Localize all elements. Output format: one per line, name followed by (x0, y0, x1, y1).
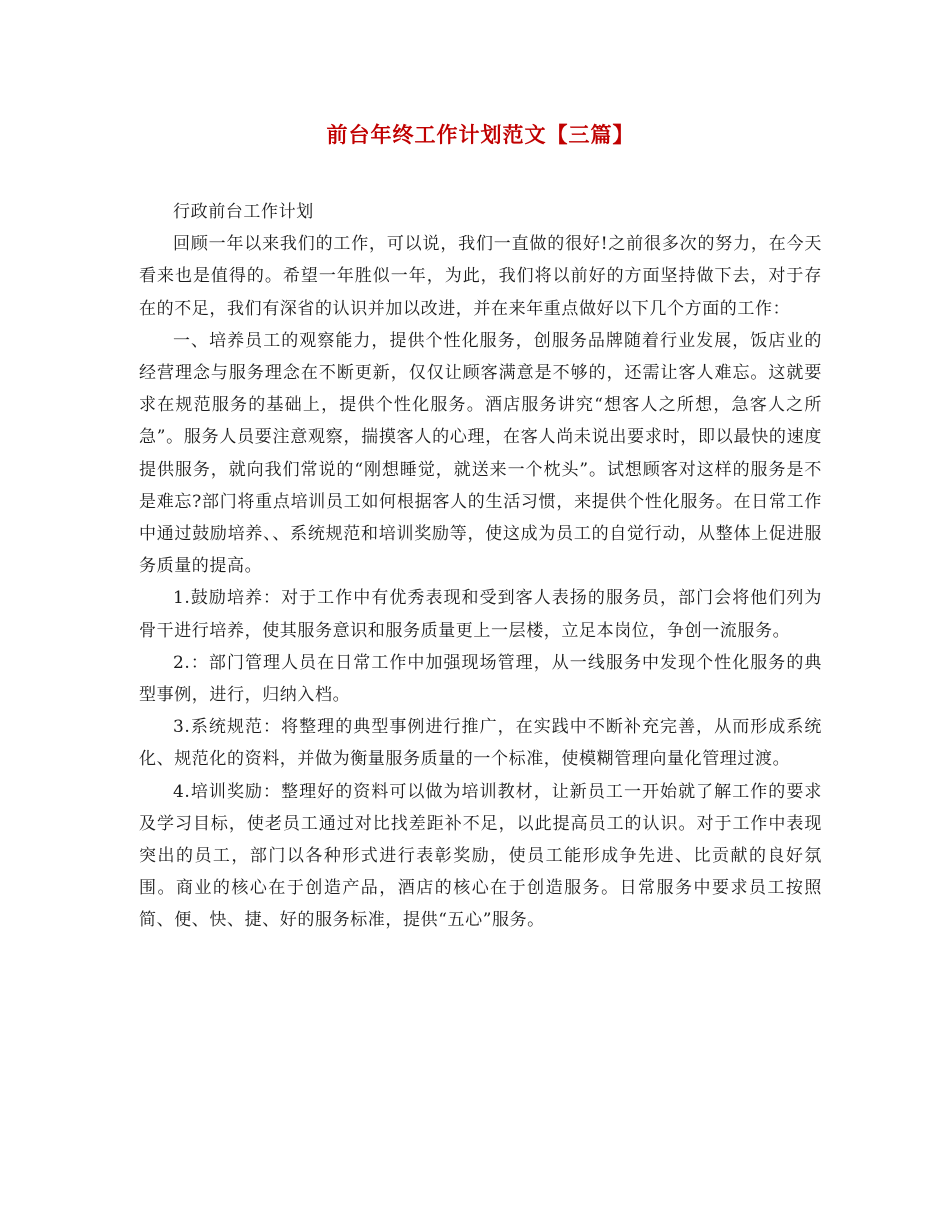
paragraph-item-2: 2.：部门管理人员在日常工作中加强现场管理，从一线服务中发现个性化服务的典型事例，进行，归纳入档。 (139, 652, 822, 706)
paragraph-item-1: 1.鼓励培养：对于工作中有优秀表现和受到客人表扬的服务员，部门会将他们列为骨干进行培养，使其服务意识和服务质量更上一层楼，立足本岗位，争创一流服务。 (139, 588, 822, 641)
paragraph-intro: 回顾一年以来我们的工作，可以说，我们一直做的很好!之前很多次的努力，在今天看来也是值得的。希望一年胜似一年，为此，我们将以前好的方面坚持做下去，对于存在的不足，我们有深省的认识并加以改进，并在来年重点做好以下几个方面的工作： (139, 234, 822, 319)
document-body (139, 196, 822, 937)
paragraph-item-4: 4.培训奖励：整理好的资料可以做为培训教材，让新员工一开始就了解工作的要求及学习目标，使老员工通过对比找差距补不足，以此提高员工的认识。对于工作中表现突出的员工，部门以各种形式进行表彰奖励，使员工能形成争先进、比贡献的良好氛围。商业的核心在于创造产品，酒店的核心在于创造服务。日常服务中要求员工按照简、便、快、捷、好的服务标准，提供“五心”服务。 (139, 781, 822, 931)
section-heading: 行政前台工作计划 (173, 202, 314, 222)
paragraph-section-one: 一、培养员工的观察能力，提供个性化服务，创服务品牌随着行业发展，饭店业的经营理念与服务理念在不断更新，仅仅让顾客满意是不够的，还需让客人难忘。这就要求在规范服务的基础上，提供个性化服务。酒店服务讲究“想客人之所想，急客人之所急”。服务人员要注意观察，揣摸客人的心理，在客人尚未说出要求时，即以最快的速度提供服务，就向我们常说的“刚想睡觉，就送来一个枕头”。试想顾客对这样的服务是不是难忘?部门将重点培训员工如何根据客人的生活习惯，来提供个性化服务。在日常工作中通过鼓励培养、、系统规范和培训奖励等，使这成为员工的自觉行动，从整体上促进服务质量的提高。 (139, 330, 822, 577)
document-title: 前台年终工作计划范文【三篇】 (326, 123, 635, 147)
paragraph-item-3: 3.系统规范：将整理的典型事例进行推广，在实践中不断补充完善，从而形成系统化、规范化的资料，并做为衡量服务质量的一个标准，使模糊管理向量化管理过渡。 (139, 717, 822, 770)
